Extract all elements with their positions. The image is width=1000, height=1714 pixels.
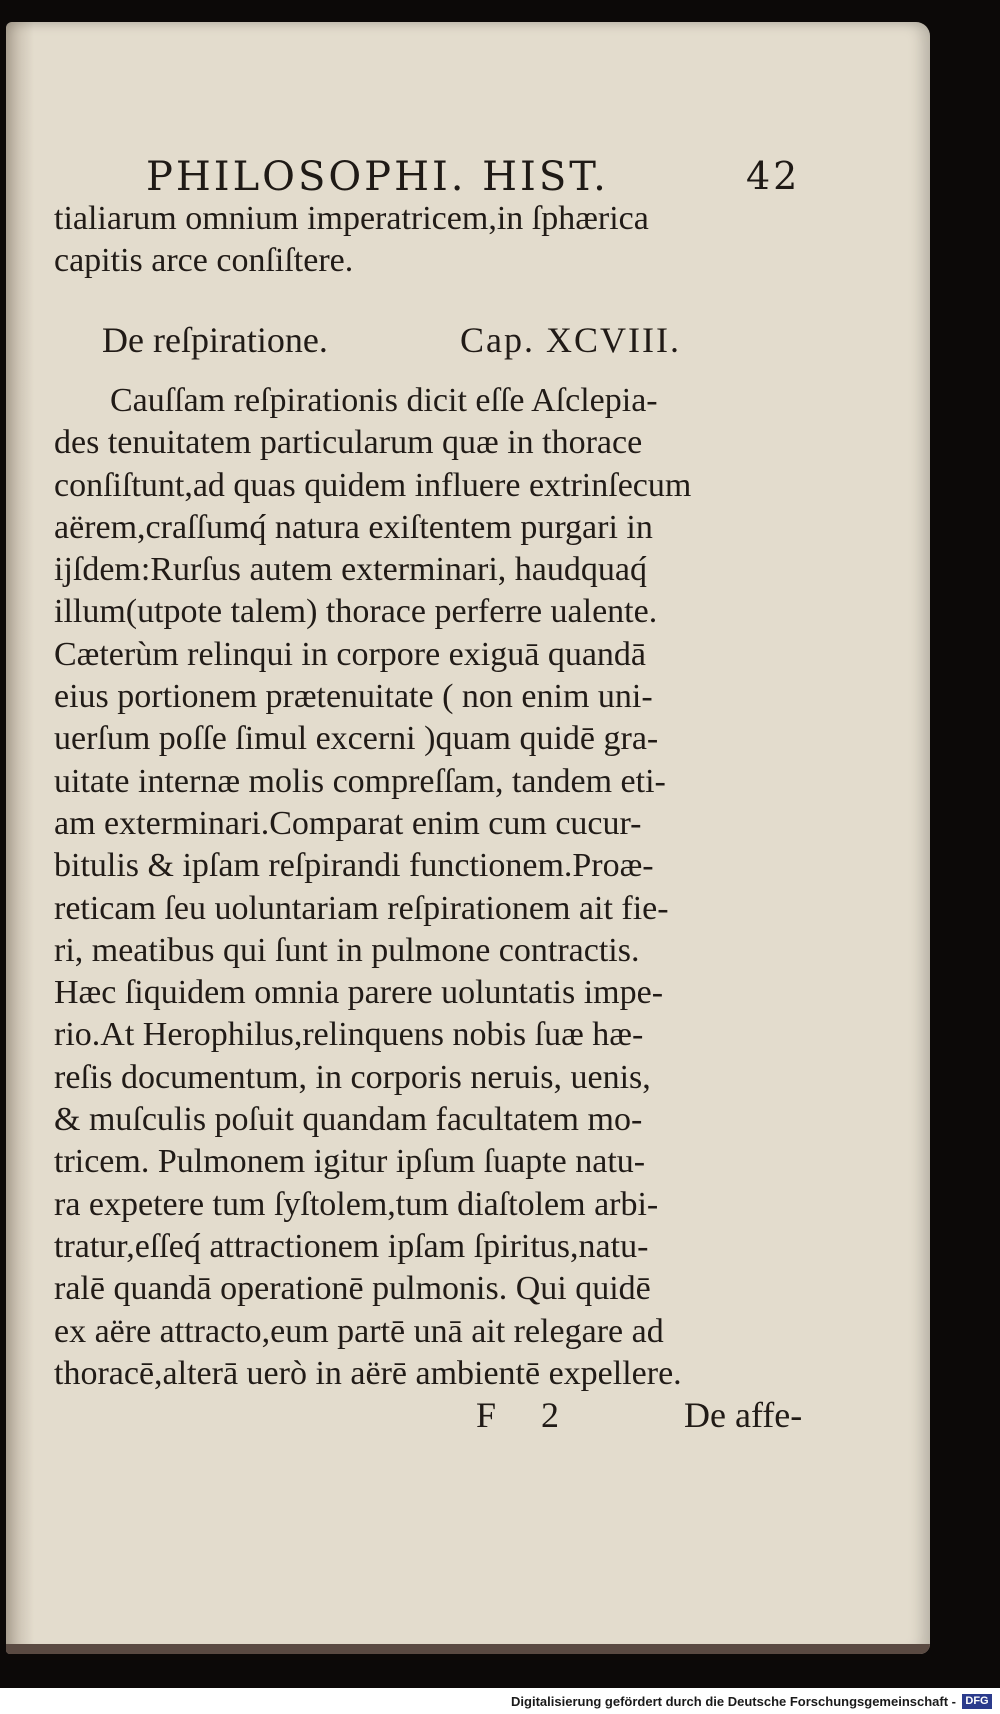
- paragraph: [54, 380, 834, 1395]
- text-line: uerſum poſſe ſimul excerni )quam quidē gra-: [54, 720, 659, 758]
- text-line: conſiſtunt,ad quas quidem influere extrinſecum: [54, 466, 692, 504]
- text-line: am exterminari.Comparat enim cum cucur-: [54, 804, 642, 842]
- page-footer: [476, 1394, 836, 1444]
- chapter-title: De reſpiratione.: [102, 320, 328, 360]
- text-line: ra expetere tum ſyſtolem,tum diaſtolem arbi-: [54, 1185, 659, 1223]
- chapter-number: Cap. XCVIII.: [460, 320, 681, 360]
- running-head: PHILOSOPHI. HIST.: [146, 154, 609, 200]
- text-line: ri, meatibus qui ſunt in pulmone contractis.: [54, 931, 640, 969]
- text-line: tialiarum omnium imperatricem,in ſphærica: [54, 200, 649, 237]
- text-line: reſis documentum, in corporis neruis, uenis,: [54, 1058, 651, 1096]
- text-line: illum(utpote talem) thorace perferre ualente.: [54, 593, 658, 631]
- text-line: & muſculis poſuit quandam facultatem mo-: [54, 1101, 643, 1139]
- text-line: aërem,craſſumq́ natura exiſtentem purgari in: [54, 508, 653, 546]
- text-line: rio.At Herophilus,relinquens nobis ſuæ hæ-: [54, 1016, 644, 1054]
- text-line: Hæc ſiquidem omnia parere uoluntatis impe-: [54, 974, 664, 1012]
- chapter-heading: [102, 319, 822, 369]
- book-page: [6, 22, 930, 1654]
- signature-mark: F 2: [476, 1395, 578, 1435]
- text-line: Cæterùm relinqui in corpore exiguā quandā: [54, 635, 646, 673]
- text-line: des tenuitatem particularum quæ in thorace: [54, 424, 643, 462]
- catchword: De affe-: [684, 1395, 803, 1435]
- funding-banner: [0, 1688, 1000, 1714]
- text-line: tratur,eſſeq́ attractionem ipſam ſpiritus,natu-: [54, 1227, 649, 1265]
- text-line: ralē quandā operationē pulmonis. Qui quidē: [54, 1270, 651, 1308]
- dfg-logo-icon: DFG: [962, 1694, 992, 1709]
- text-line: thoracē,alterā uerò in aërē ambientē expellere.: [54, 1354, 682, 1392]
- text-line: Cauſſam reſpirationis dicit eſſe Aſclepia-: [110, 382, 658, 419]
- text-line: uitate internæ molis compreſſam, tandem eti-: [54, 762, 666, 800]
- intro-text: [54, 198, 830, 282]
- text-line: bitulis & ipſam reſpirandi functionem.Proæ-: [54, 847, 654, 885]
- text-line: ijſdem:Rurſus autem exterminari, haudquaq́: [54, 551, 647, 589]
- text-line: eius portionem prætenuitate ( non enim uni-: [54, 678, 653, 716]
- page-edge: [6, 1644, 930, 1654]
- text-line: reticam ſeu uoluntariam reſpirationem ait fie-: [54, 889, 669, 927]
- page-number: 42: [746, 154, 801, 198]
- funding-text: Digitalisierung gefördert durch die Deutsche Forschungsgemeinschaft -: [511, 1694, 956, 1709]
- text-line: tricem. Pulmonem igitur ipſum ſuapte natu-: [54, 1143, 646, 1181]
- text-line: ex aëre attracto,eum partē unā ait relegare ad: [54, 1312, 664, 1350]
- text-line: capitis arce conſiſtere.: [54, 242, 354, 279]
